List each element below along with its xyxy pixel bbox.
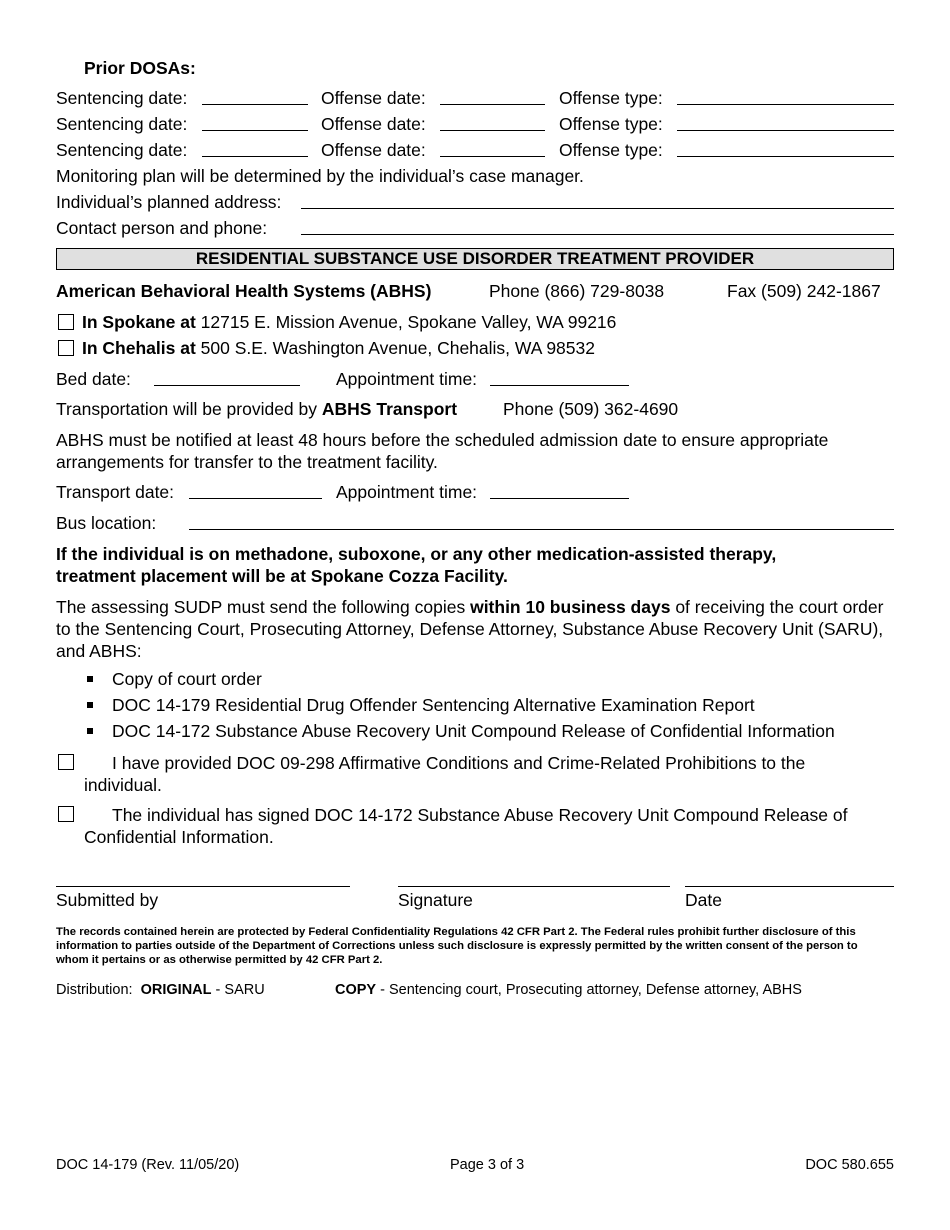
sentencing-date-label: Sentencing date:	[56, 140, 188, 160]
submitted-by-label: Submitted by	[56, 890, 159, 910]
offense-date-field[interactable]	[440, 156, 545, 157]
date-field[interactable]	[685, 886, 894, 887]
spokane-address: 12715 E. Mission Avenue, Spokane Valley, WA 99216	[200, 312, 617, 332]
provider-name: American Behavioral Health Systems (ABHS)	[56, 281, 432, 301]
mat-notice: If the individual is on methadone, suboxone, or any other medication-assisted therapy, treatment placement will be at Spokane Cozza Facility.	[56, 544, 777, 586]
transport-date-label: Transport date:	[56, 482, 175, 502]
offense-type-label: Offense type:	[559, 140, 663, 160]
copies-intro	[56, 596, 896, 662]
bullet-icon	[87, 702, 93, 708]
spokane-label: In Spokane at	[82, 312, 196, 332]
prior-dosas-heading: Prior DOSAs:	[84, 58, 196, 78]
monitoring-note: Monitoring plan will be determined by the individual’s case manager.	[56, 166, 584, 186]
attestation-release-checkbox[interactable]	[58, 806, 74, 822]
page-number: Page 3 of 3	[450, 1157, 525, 1173]
attestation-conditions-text: I have provided DOC 09-298 Affirmative Conditions and Crime-Related Prohibitions to the individual.	[84, 753, 806, 795]
attestation-conditions-checkbox[interactable]	[58, 754, 74, 770]
date-label: Date	[685, 890, 722, 910]
copies-intro-before: The assessing SUDP must send the following copies	[56, 597, 466, 617]
policy-number: DOC 580.655	[805, 1157, 894, 1173]
offense-type-field[interactable]	[677, 104, 894, 105]
spokane-checkbox[interactable]	[58, 314, 74, 330]
spokane-location	[82, 312, 616, 333]
confidentiality-notice: The records contained herein are protected by Federal Confidentiality Regulations 42 CFR Part 2. The Federal rules prohibit further disclosure of this information to parties outside of the Department of Corrections unless such disclosure is expressly permitted by the written consent of the person to whom it pertains or as otherwise permitted by 42 CFR Part 2.	[56, 926, 858, 966]
bus-location-field[interactable]	[189, 529, 894, 530]
signature-field[interactable]	[398, 886, 670, 887]
offense-type-field[interactable]	[677, 130, 894, 131]
attestation-release-text: The individual has signed DOC 14-172 Substance Abuse Recovery Unit Compound Release of Confidential Information.	[84, 805, 848, 847]
copies-intro-after: of receiving the court order to the Sentencing Court, Prosecuting Attorney, Defense Attorney, Substance Abuse Recovery Unit (SARU), and ABHS:	[56, 597, 884, 661]
copies-intro-bold: within 10 business days	[470, 597, 671, 617]
bullet-icon	[87, 728, 93, 734]
appointment-time-label-2: Appointment time:	[336, 482, 478, 502]
copy-item: DOC 14-179 Residential Drug Offender Sentencing Alternative Examination Report	[112, 695, 755, 715]
appointment-time-field-2[interactable]	[490, 498, 629, 499]
original-value: - SARU	[215, 982, 265, 998]
bed-date-label: Bed date:	[56, 369, 131, 389]
chehalis-label: In Chehalis at	[82, 338, 196, 358]
offense-type-field[interactable]	[677, 156, 894, 157]
offense-date-label: Offense date:	[321, 88, 426, 108]
transport-name: ABHS Transport	[321, 399, 458, 419]
submitted-by-field[interactable]	[56, 886, 350, 887]
copy-item: DOC 14-172 Substance Abuse Recovery Unit Compound Release of Confidential Information	[112, 721, 835, 741]
offense-date-label: Offense date:	[321, 140, 426, 160]
planned-address-label: Individual’s planned address:	[56, 192, 282, 212]
transport-line	[56, 399, 457, 420]
transport-prefix: Transportation will be provided by	[56, 399, 318, 419]
notify-text: ABHS must be notified at least 48 hours before the scheduled admission date to ensure appropriate arrangements for transfer to the treatment facility.	[56, 430, 829, 472]
copy-value: - Sentencing court, Prosecuting attorney, Defense attorney, ABHS	[380, 982, 802, 998]
offense-date-field[interactable]	[440, 104, 545, 105]
contact-field[interactable]	[301, 234, 894, 235]
offense-date-label: Offense date:	[321, 114, 426, 134]
copy-item: Copy of court order	[112, 669, 262, 689]
chehalis-checkbox[interactable]	[58, 340, 74, 356]
distribution-original	[56, 982, 265, 998]
copy-label: COPY	[335, 982, 377, 998]
sentencing-date-label: Sentencing date:	[56, 114, 188, 134]
bullet-icon	[87, 676, 93, 682]
transport-phone: Phone (509) 362-4690	[503, 399, 679, 419]
original-label: ORIGINAL	[140, 982, 212, 998]
transport-date-field[interactable]	[189, 498, 322, 499]
sentencing-date-label: Sentencing date:	[56, 88, 188, 108]
offense-date-field[interactable]	[440, 130, 545, 131]
planned-address-field[interactable]	[301, 208, 894, 209]
provider-fax: Fax (509) 242-1867	[727, 281, 881, 301]
bus-location-label: Bus location:	[56, 513, 157, 533]
contact-label: Contact person and phone:	[56, 218, 268, 238]
signature-label: Signature	[398, 890, 473, 910]
provider-phone: Phone (866) 729-8038	[489, 281, 665, 301]
sentencing-date-field[interactable]	[202, 104, 308, 105]
sentencing-date-field[interactable]	[202, 156, 308, 157]
bed-date-field[interactable]	[154, 385, 300, 386]
provider-section-banner: RESIDENTIAL SUBSTANCE USE DISORDER TREATMENT PROVIDER	[56, 248, 894, 270]
distribution-label: Distribution:	[56, 982, 133, 998]
offense-type-label: Offense type:	[559, 88, 663, 108]
form-id: DOC 14-179 (Rev. 11/05/20)	[56, 1157, 240, 1173]
appointment-time-label: Appointment time:	[336, 369, 478, 389]
appointment-time-field[interactable]	[490, 385, 629, 386]
sentencing-date-field[interactable]	[202, 130, 308, 131]
distribution-copy	[335, 982, 802, 998]
chehalis-location	[82, 338, 595, 359]
offense-type-label: Offense type:	[559, 114, 663, 134]
chehalis-address: 500 S.E. Washington Avenue, Chehalis, WA 98532	[200, 338, 595, 358]
